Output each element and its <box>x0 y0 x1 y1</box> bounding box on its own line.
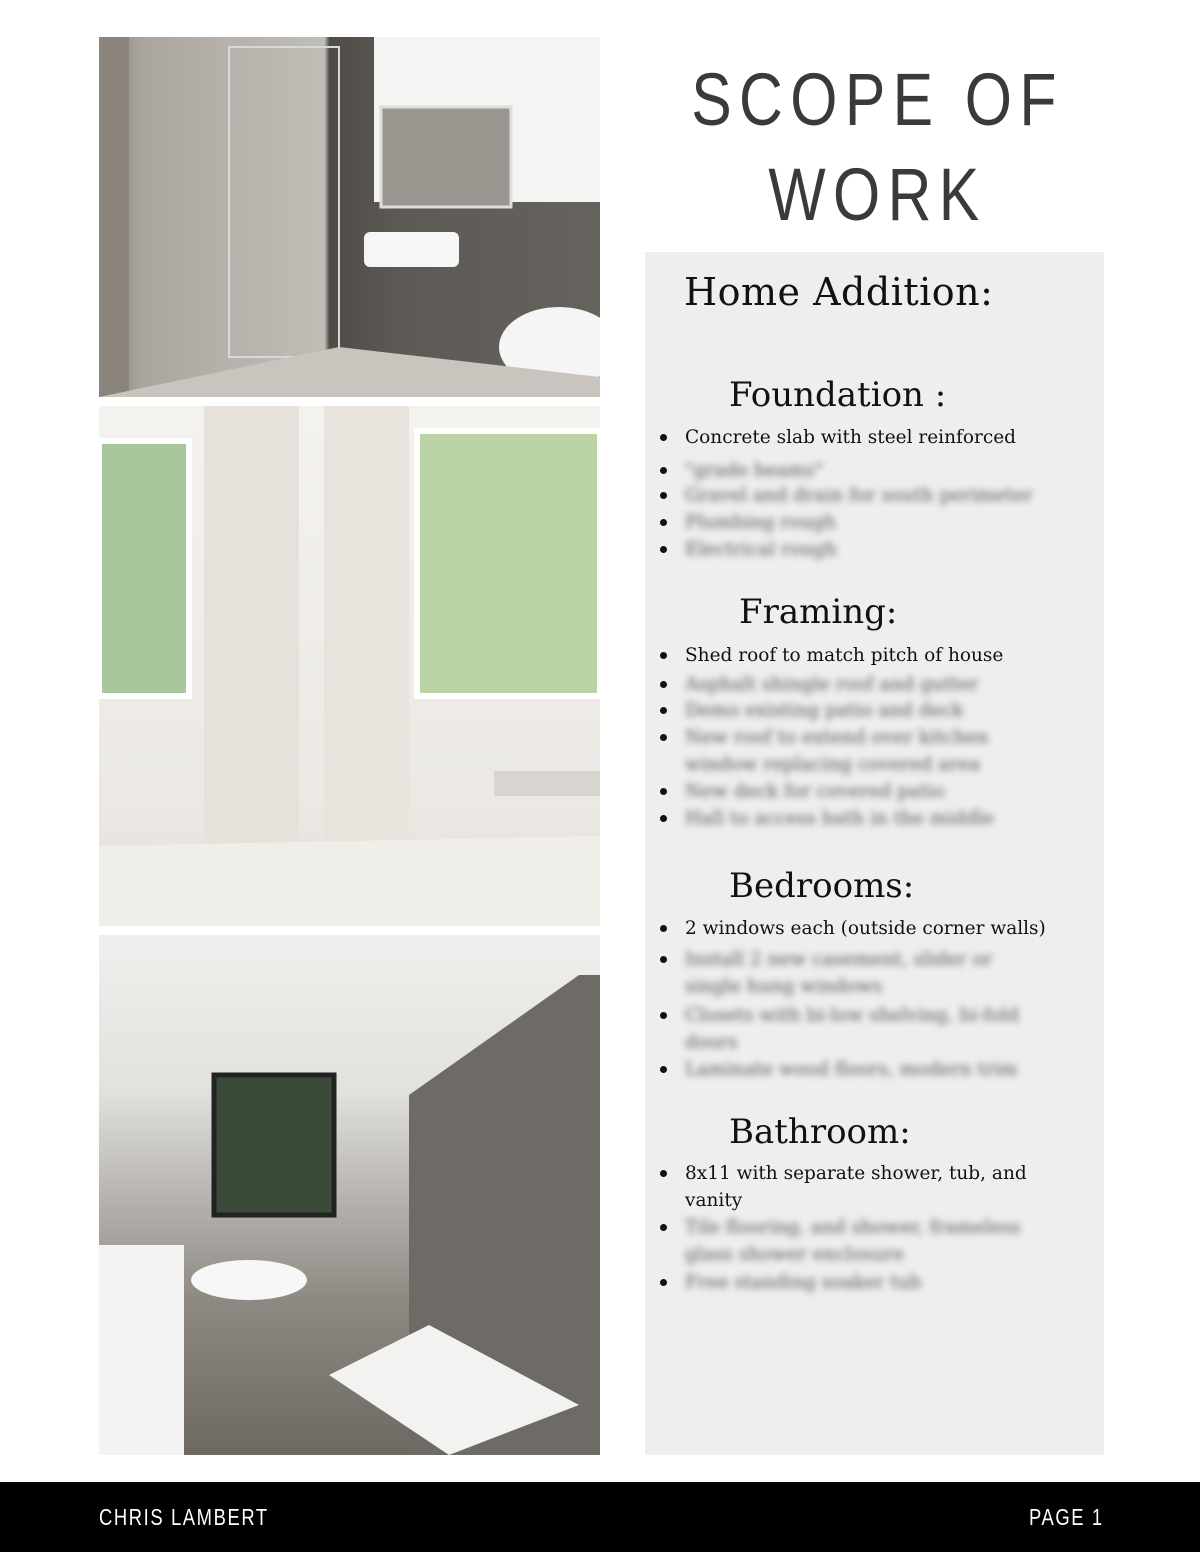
list-item: Concrete slab with steel reinforced <box>660 424 1090 451</box>
list-item: "grade beams" <box>660 457 1090 484</box>
list-item: Tile flooring, and shower, frameless glass shower enclosure <box>660 1214 1060 1268</box>
footer-bar <box>0 1482 1200 1552</box>
window-illustration <box>99 406 600 926</box>
shower-bathroom-photo <box>99 37 600 397</box>
list-item: New roof to extend over kitchen window replacing covered area <box>660 724 1030 778</box>
bright-window-room-photo <box>99 406 600 926</box>
bathroom-illustration <box>99 935 600 1455</box>
section-heading: Home Addition: <box>684 270 994 314</box>
list-item: 8x11 with separate shower, tub, and vanity <box>660 1160 1060 1214</box>
list-item: Electrical rough <box>660 536 1090 563</box>
modern-bathroom-photo <box>99 935 600 1455</box>
page-title <box>687 52 1068 242</box>
list-item: Free standing soaker tub <box>660 1269 960 1296</box>
title-line-1: SCOPE OF <box>691 58 1064 141</box>
title-line-2: WORK <box>768 153 987 236</box>
bedrooms-heading: Bedrooms: <box>729 866 915 906</box>
list-item: Plumbing rough <box>660 509 1090 536</box>
list-item: New deck for covered patio <box>660 778 1090 805</box>
list-item: Shed roof to match pitch of house <box>660 642 1090 669</box>
list-item: Asphalt shingle roof and gutter <box>660 671 1090 698</box>
list-item: 2 windows each (outside corner walls) <box>660 915 1090 942</box>
framing-heading: Framing: <box>739 592 898 632</box>
list-item: Laminate wood floors, modern trim <box>660 1056 1090 1083</box>
page-number: PAGE 1 <box>1029 1504 1104 1530</box>
list-item: Closets with bi-low shelving, bi-fold doors <box>660 1002 1060 1056</box>
author-name: CHRIS LAMBERT <box>99 1504 269 1530</box>
foundation-heading: Foundation : <box>729 375 947 415</box>
shower-illustration <box>99 37 600 397</box>
list-item: Gravel and drain for south perimeter <box>660 482 1090 509</box>
list-item: Demo existing patio and deck <box>660 697 1090 724</box>
list-item: Hall to access bath in the middle <box>660 805 1090 832</box>
list-item: Install 2 new casement, slider or single hung windows <box>660 946 1030 1000</box>
bathroom-heading: Bathroom: <box>729 1112 911 1152</box>
